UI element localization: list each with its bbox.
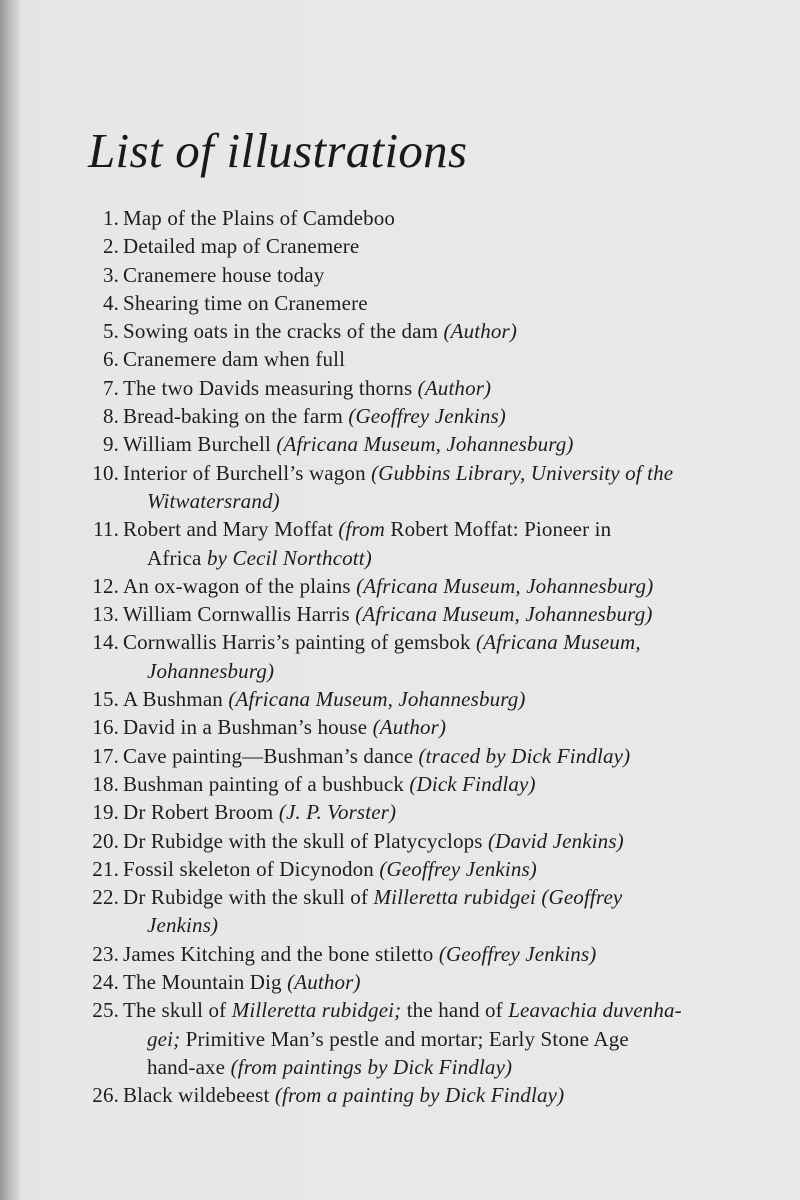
credit-text: (Africana Museum, [476,630,641,655]
list-item [72,317,722,345]
caption-text: Interior of Burchell’s wagon [123,460,372,485]
item-number: 10. [92,460,119,485]
caption-line [123,855,722,883]
item-caption [123,515,722,572]
caption-text: Black wildebeest [123,1083,275,1108]
caption-line [123,911,722,939]
caption-text: Bushman painting of a bushbuck [123,771,410,796]
caption-text: Fossil skeleton of Dicynodon [123,856,380,881]
credit-text: (Geoffrey Jenkins) [379,856,537,881]
caption-line [123,289,722,317]
caption-line [123,628,722,656]
list-item [72,855,722,883]
caption-line [123,742,722,770]
credit-text: (Geoffrey Jenkins) [438,941,597,966]
caption-line [123,572,722,600]
credit-text: (Africana Museum, Johannesburg) [355,602,653,627]
caption-text: James Kitching and the bone stiletto [123,941,439,966]
item-caption [123,770,722,798]
item-caption [123,742,722,770]
item-number: 17. [92,743,119,768]
item-number: 5. [102,319,119,344]
item-caption [123,232,722,260]
credit-text: (Geoffrey Jenkins) [348,404,506,429]
caption-line [123,968,722,996]
list-item [72,515,722,572]
list-item [72,232,722,260]
caption-text: David in a Bushman’s house [123,715,373,740]
caption-line [123,657,722,685]
credit-text: (from [338,517,391,542]
caption-text: Detailed map of Cranemere [123,234,360,259]
credit-text: Witwatersrand) [147,488,280,513]
item-caption [123,204,722,232]
item-caption [123,261,722,289]
item-number: 22. [92,885,119,910]
caption-line [123,1025,722,1053]
caption-line [123,459,722,487]
item-number: 20. [92,828,119,853]
list-item [72,742,722,770]
item-caption [123,827,722,855]
credit-text: (Dick Findlay) [409,771,536,796]
item-number: 23. [92,941,119,966]
caption-text: The skull of [123,998,232,1023]
list-item [72,685,722,713]
item-caption [123,940,722,968]
caption-text: The two Davids measuring thorns [123,375,418,400]
page-title: List of illustrations [88,123,468,178]
item-caption [123,685,722,713]
credit-text: (Author) [287,970,361,995]
caption-line [123,487,722,515]
list-item [72,261,722,289]
caption-text: The Mountain Dig [123,970,288,995]
list-item [72,770,722,798]
item-caption [123,1081,722,1109]
credit-text: Milleretta rubidgei (Geoffrey [373,885,623,910]
item-caption [123,374,722,402]
caption-text: Cornwallis Harris’s painting of gemsbok [123,630,477,655]
credit-text: by Cecil Northcott) [206,545,372,570]
item-number: 9. [102,432,119,457]
item-number: 16. [92,715,119,740]
caption-text: Cranemere house today [123,262,325,287]
caption-text: Cranemere dam when full [123,347,346,372]
caption-line [123,600,722,628]
credit-text: (from paintings by Dick Findlay) [230,1054,513,1079]
credit-text: (Africana Museum, Johannesburg) [276,432,574,457]
caption-text: A Bushman [123,687,229,712]
credit-text: (J. P. Vorster) [278,800,397,825]
list-item [72,289,722,317]
item-caption [123,317,722,345]
caption-line [123,883,722,911]
credit-text: gei; [147,1026,181,1051]
list-item [72,940,722,968]
list-item [72,345,722,373]
caption-line [123,430,722,458]
item-number: 19. [92,800,119,825]
item-caption [123,600,722,628]
caption-text: An ox-wagon of the plains [123,573,357,598]
caption-text: Dr Rubidge with the skull of [123,885,374,910]
list-item [72,713,722,741]
list-item [72,600,722,628]
credit-text: Johannesburg) [147,658,275,683]
caption-line [123,713,722,741]
illustrations-list [72,204,722,1110]
item-number: 3. [102,262,119,287]
item-caption [123,855,722,883]
list-item [72,402,722,430]
caption-line [123,940,722,968]
caption-line [123,685,722,713]
list-item [72,968,722,996]
caption-line [123,402,722,430]
caption-line [123,544,722,572]
caption-line [123,374,722,402]
caption-text: Cave painting—Bushman’s dance [123,743,419,768]
caption-text: Africa [147,545,207,570]
caption-text: Dr Robert Broom [123,800,279,825]
credit-text: (Author) [443,319,518,344]
item-number: 4. [102,290,119,315]
item-caption [123,628,722,685]
list-item [72,1081,722,1109]
item-number: 11. [93,517,119,542]
credit-text: Leavachia duvenha- [508,998,682,1023]
item-number: 1. [102,206,119,230]
caption-text: Map of the Plains of Camdeboo [123,206,396,230]
caption-text: Robert and Mary Moffat [123,517,339,542]
item-number: 7. [102,375,119,400]
list-item [72,459,722,516]
caption-line [123,770,722,798]
credit-text: Jenkins) [147,913,219,938]
item-number: 25. [92,998,119,1023]
caption-line [123,996,722,1024]
credit-text: Milleretta rubidgei; [231,998,402,1023]
caption-text: Bread-baking on the farm [123,404,349,429]
list-item [72,996,722,1081]
item-number: 21. [92,856,119,881]
item-number: 18. [92,771,119,796]
list-item [72,572,722,600]
caption-line [123,261,722,289]
caption-line [123,204,722,232]
list-item [72,798,722,826]
caption-line [123,827,722,855]
credit-text: (Africana Museum, Johannesburg) [228,687,526,712]
credit-text: (David Jenkins) [488,828,624,853]
item-caption [123,345,722,373]
caption-line [123,1081,722,1109]
caption-line [123,798,722,826]
credit-text: (Africana Museum, Johannesburg) [356,573,654,598]
caption-text: William Cornwallis Harris [123,602,356,627]
item-caption [123,968,722,996]
list-item [72,883,722,940]
credit-text: (traced by Dick Findlay) [418,743,631,768]
item-number: 13. [92,602,119,627]
caption-line [123,232,722,260]
item-caption [123,459,722,516]
item-caption [123,430,722,458]
caption-text: Primitive Man’s pestle and mortar; Early Stone Age [180,1026,629,1051]
list-item [72,204,722,232]
item-number: 2. [102,234,119,259]
caption-text: Dr Rubidge with the skull of Platycyclops [123,828,489,853]
caption-line [123,345,722,373]
credit-text: (Author) [372,715,447,740]
item-number: 6. [102,347,119,372]
item-caption [123,996,722,1081]
credit-text: (Author) [417,375,492,400]
credit-text: (Gubbins Library, University of the [371,460,674,485]
caption-text: Robert Moffat: Pioneer in [390,517,612,542]
gutter-shadow [0,0,22,1200]
item-number: 14. [92,630,119,655]
item-caption [123,713,722,741]
caption-text: Shearing time on Cranemere [123,290,368,315]
caption-text: the hand of [401,998,509,1023]
list-item [72,628,722,685]
item-number: 24. [92,970,119,995]
item-caption [123,572,722,600]
caption-text: William Burchell [123,432,277,457]
item-number: 15. [92,687,119,712]
credit-text: (from a painting by Dick Findlay) [274,1083,565,1108]
item-number: 26. [92,1083,119,1108]
caption-line [123,1053,722,1081]
caption-text: Sowing oats in the cracks of the dam [123,319,444,344]
list-item [72,430,722,458]
item-number: 12. [92,573,119,598]
caption-text: hand-axe [147,1054,231,1079]
caption-line [123,317,722,345]
item-caption [123,798,722,826]
item-caption [123,883,722,940]
item-caption [123,402,722,430]
item-number: 8. [102,404,119,429]
list-item [72,374,722,402]
list-item [72,827,722,855]
item-caption [123,289,722,317]
caption-line [123,515,722,543]
